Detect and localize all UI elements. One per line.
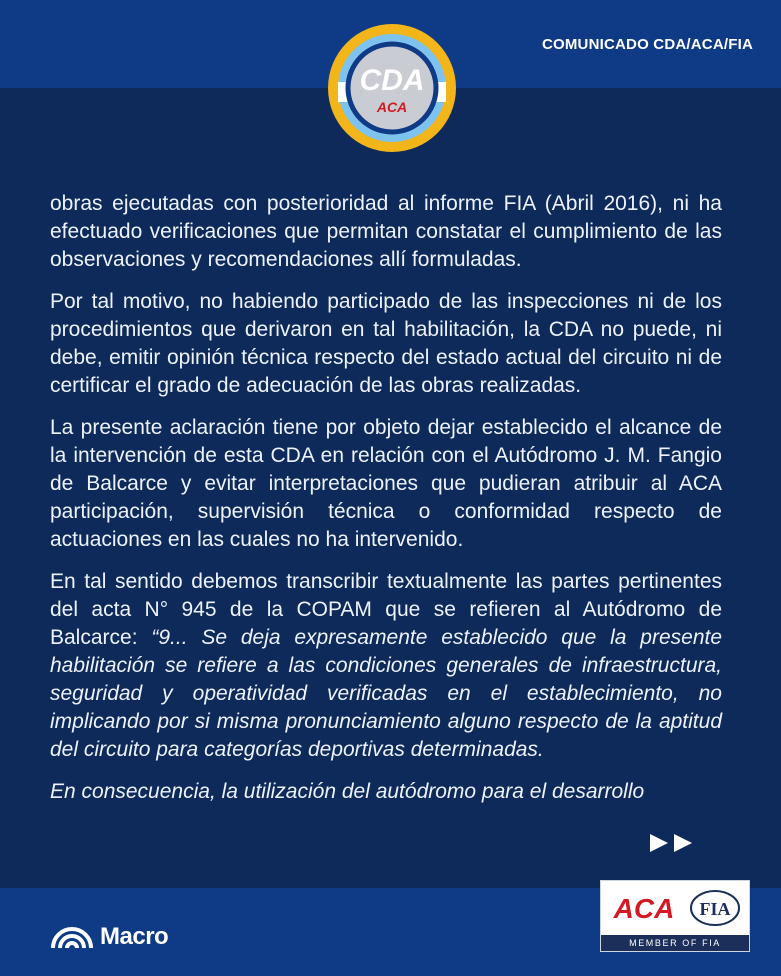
fia-logo-text: FIA xyxy=(699,899,731,919)
paragraph-3: La presente aclaración tiene por objeto dejar establecido el alcance de la intervención de esta CDA en relación con el Autódromo J. M. Fangio de Balcarce y evitar interpretaciones que pudieran atribuir al ACA participación, supervisión técnica o conformidad respecto de actuaciones en las cuales no ha intervenido. xyxy=(50,416,722,551)
macro-logo xyxy=(50,918,168,956)
paragraph-4-lead: En tal sentido debemos transcribir textualmente las partes pertinentes del acta N° 945 de la COPAM que se refieren al Autódromo de Balcarce: xyxy=(50,570,722,649)
fia-logo xyxy=(689,889,741,927)
paragraph-2: Por tal motivo, no habiendo participado de las inspecciones ni de los procedimientos que derivaron en tal habilitación, la CDA no puede, ni debe, emitir opinión técnica respecto del estado actual del circuito ni de certificar el grado de adecuación de las obras realizadas. xyxy=(50,290,722,397)
partner-logos xyxy=(600,880,750,952)
page-title: COMUNICADO CDA/ACA/FIA xyxy=(541,36,753,53)
next-page-icon[interactable] xyxy=(650,832,696,854)
document-body xyxy=(50,190,722,820)
macro-wordmark: Macro xyxy=(100,923,169,950)
aca-logo xyxy=(609,891,679,925)
logo-aca-text: ACA xyxy=(376,99,408,115)
macro-arc-icon xyxy=(50,924,94,950)
paragraph-4 xyxy=(50,568,722,764)
logo-cda-text: CDA xyxy=(359,64,425,97)
cda-logo xyxy=(324,20,460,156)
quoted-text: “9... Se deja expresamente establecido que la presente habilitación se refiere a las condiciones generales de infraestructura, seguridad y operatividad verificadas en el establecimiento, no implicando por si misma pronunciamiento alguno respecto de la aptitud del circuito para categorías deportivas determinadas. xyxy=(50,626,723,761)
paragraph-5 xyxy=(50,778,722,806)
aca-logo-text: ACA xyxy=(613,893,675,924)
paragraph-1: obras ejecutadas con posterioridad al informe FIA (Abril 2016), ni ha efectuado verificaciones que permitan constatar el cumplimiento de las observaciones y recomendaciones allí formuladas. xyxy=(50,192,722,271)
member-of-fia-label: MEMBER OF FIA xyxy=(601,935,749,951)
paragraph-5-text: En consecuencia, la utilización del autódromo para el desarrollo xyxy=(50,780,645,803)
